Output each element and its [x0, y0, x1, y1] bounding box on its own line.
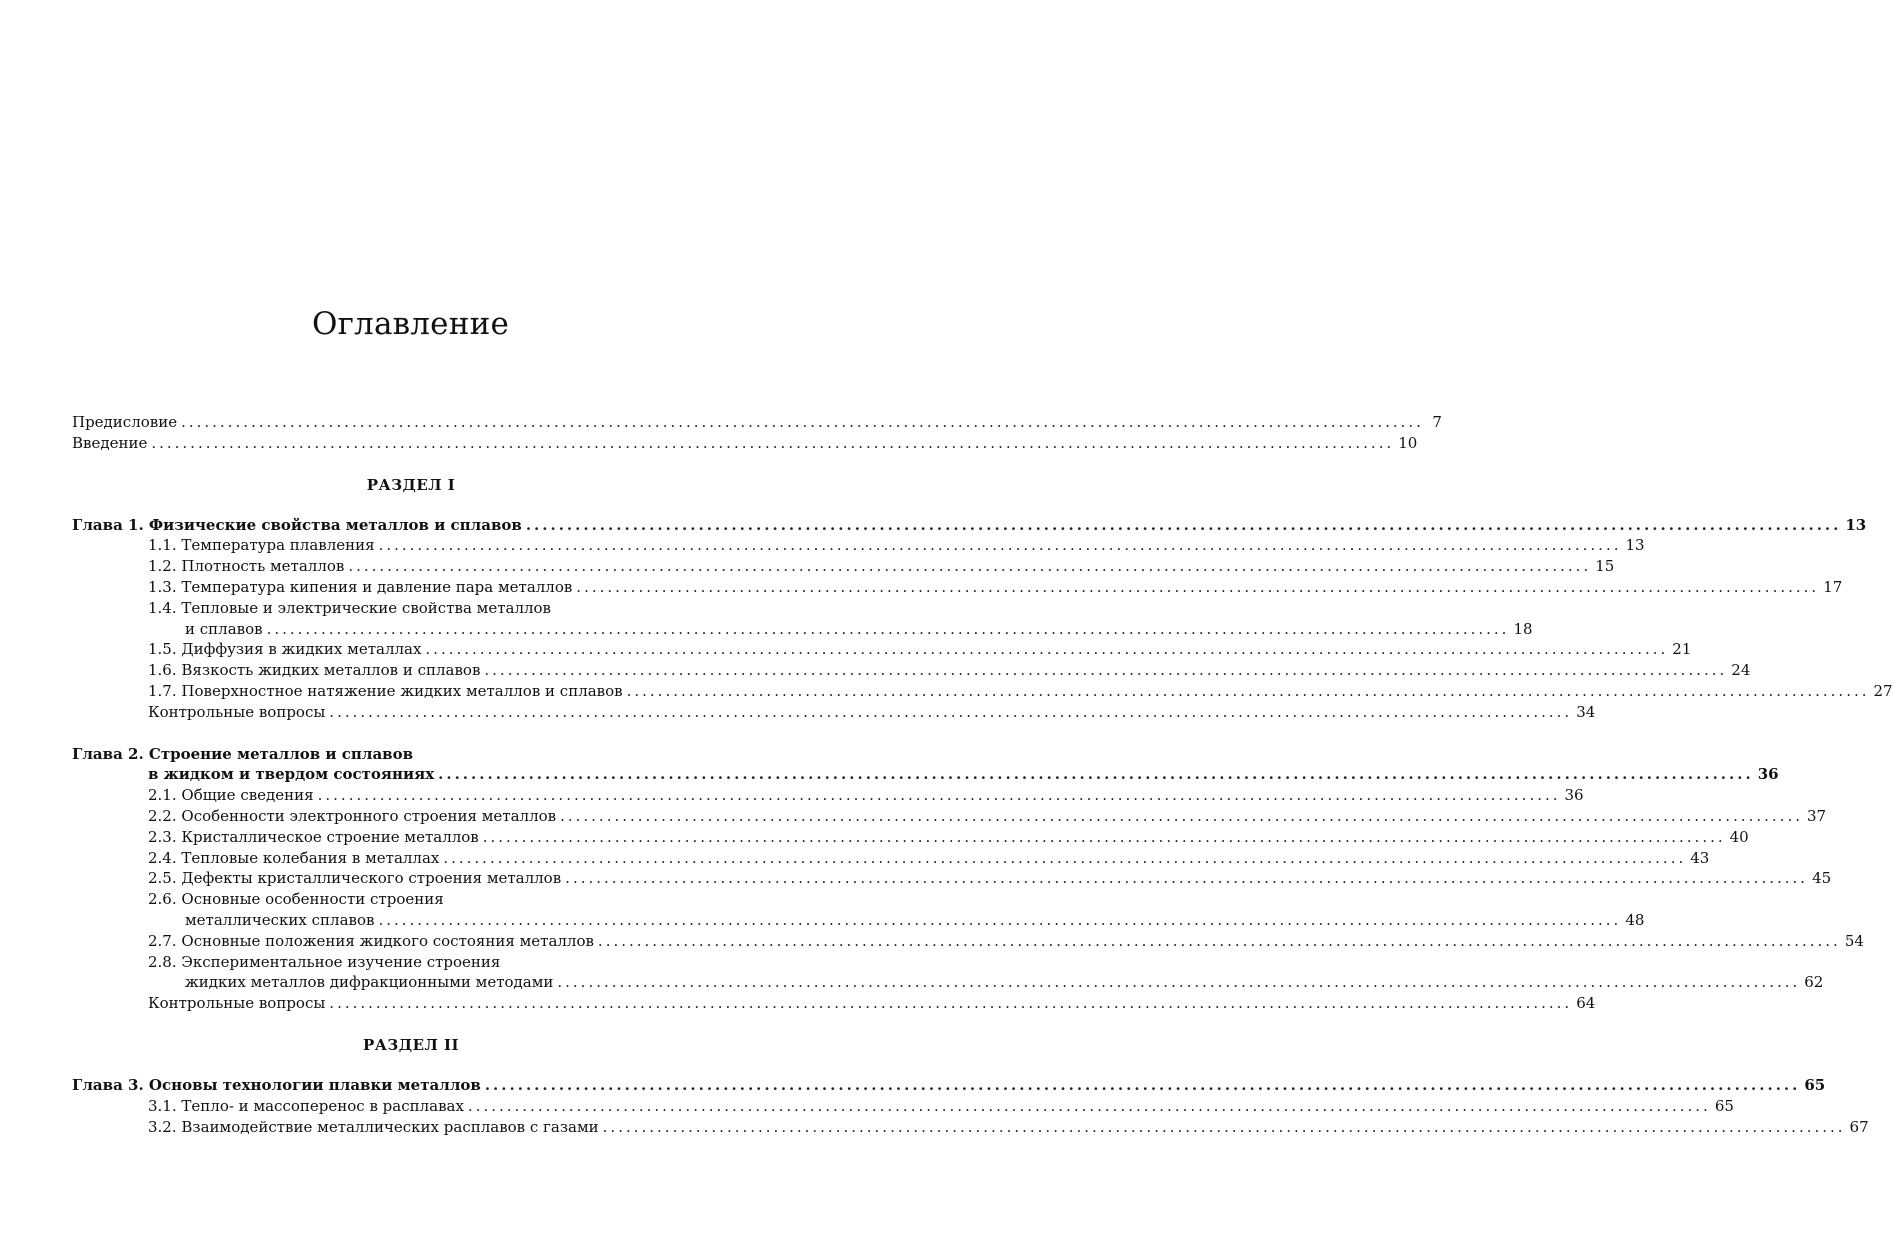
subentry-label: Температура плавления	[181, 536, 375, 555]
toc-page-number: 37	[1806, 806, 1827, 825]
dot-leader: ................................................................................................................................................................	[151, 433, 1395, 452]
toc-page-number: 15	[1595, 557, 1615, 576]
toc-page-number: 43	[1690, 848, 1710, 867]
subentry-label: Особенности электронного строения металлов	[181, 806, 557, 825]
dot-leader: ................................................................................................................................................................	[557, 973, 1801, 992]
dot-leader: ................................................................................................................................................................	[348, 557, 1592, 576]
dot-leader: ................................................................................................................................................................	[378, 910, 1622, 929]
dot-leader: ................................................................................................................................................................	[425, 640, 1669, 659]
subentry-number: 1.3.	[148, 577, 177, 596]
toc-subentry[interactable]	[72, 535, 1645, 556]
dot-leader: ................................................................................................................................................................	[378, 536, 1622, 555]
subentry-label: Общие сведения	[181, 786, 314, 805]
toc-subentry[interactable]	[72, 1117, 1869, 1138]
subentry-label: Основные положения жидкого состояния металлов	[181, 931, 594, 950]
dot-leader: ................................................................................................................................................................	[181, 413, 1424, 431]
page-title: Оглавление	[312, 306, 509, 342]
toc-entry-introduction[interactable]	[72, 433, 1418, 454]
subentry-label: Плотность металлов	[181, 557, 345, 576]
toc-subentry-line1[interactable]	[72, 952, 750, 973]
toc-review-questions[interactable]	[72, 702, 1596, 723]
toc-page-number: 62	[1804, 973, 1824, 992]
toc-page-number: 24	[1731, 661, 1751, 680]
toc-subentry[interactable]	[72, 681, 1893, 702]
table-of-contents	[72, 412, 1893, 1137]
subentry-number: 2.2.	[148, 806, 177, 825]
dot-leader: ................................................................................................................................................................	[266, 619, 1510, 638]
subentry-number: 1.2.	[148, 557, 177, 576]
toc-subentry[interactable]	[72, 660, 1751, 681]
subentry-number: 2.7.	[148, 931, 177, 950]
subentry-label: Основные особенности строения	[181, 890, 444, 909]
chapter-entry[interactable]	[72, 1075, 1826, 1096]
toc-subentry[interactable]	[72, 848, 1710, 869]
toc-page-number: 7	[1432, 413, 1442, 431]
toc-subentry[interactable]	[72, 827, 1749, 848]
chapter-title: Глава 2. Строение металлов и сплавов	[72, 744, 414, 763]
subentry-label: Контрольные вопросы	[148, 702, 326, 721]
toc-subentry[interactable]	[72, 1096, 1734, 1117]
toc-page-number: 10	[1398, 433, 1418, 452]
toc-page-number: 54	[1844, 931, 1864, 950]
toc-page-number: 40	[1729, 827, 1749, 846]
subentry-number: 1.5.	[148, 640, 177, 659]
subentry-label: Температура кипения и давление пара металлов	[181, 577, 573, 596]
subentry-label: и сплавов	[185, 619, 263, 638]
subentry-number: 1.6.	[148, 661, 177, 680]
chapter-entry-line2[interactable]	[72, 764, 1779, 785]
dot-leader: ................................................................................................................................................................	[482, 827, 1726, 846]
dot-leader: ................................................................................................................................................................	[484, 661, 1728, 680]
toc-page-number: 45	[1812, 869, 1832, 888]
toc-subentry[interactable]	[72, 639, 1692, 660]
dot-leader: ................................................................................................................................................................	[329, 702, 1573, 721]
toc-page-number: 65	[1714, 1096, 1734, 1115]
subentry-number: 2.3.	[148, 827, 177, 846]
dot-leader: ................................................................................................................................................................	[484, 1075, 1801, 1094]
toc-subentry[interactable]	[72, 577, 1843, 598]
toc-subentry[interactable]	[72, 785, 1584, 806]
toc-subentry-line2[interactable]	[72, 910, 1645, 931]
toc-subentry[interactable]	[72, 556, 1615, 577]
dot-leader: ................................................................................................................................................................	[438, 765, 1754, 784]
toc-subentry[interactable]	[72, 868, 1832, 889]
toc-subentry-line2[interactable]	[72, 972, 1824, 993]
toc-subentry-line2[interactable]	[72, 619, 1533, 640]
toc-subentry[interactable]	[72, 931, 1864, 952]
dot-leader: ................................................................................................................................................................	[565, 869, 1809, 888]
chapter-entry[interactable]	[72, 515, 1867, 536]
subentry-number: 2.5.	[148, 869, 177, 888]
subentry-label: Вязкость жидких металлов и сплавов	[181, 661, 481, 680]
subentry-label: Диффузия в жидких металлах	[181, 640, 422, 659]
subentry-number: 2.1.	[148, 786, 177, 805]
subentry-label: жидких металлов дифракционными методами	[185, 973, 554, 992]
section-heading: РАЗДЕЛ I	[366, 475, 456, 494]
toc-page-number: 13	[1845, 515, 1867, 534]
toc-page-number: 34	[1576, 702, 1596, 721]
toc-page-number: 64	[1576, 994, 1596, 1013]
toc-entry-preface[interactable]	[72, 412, 1442, 433]
subentry-number: 2.6.	[148, 890, 177, 909]
dot-leader: ................................................................................................................................................................	[467, 1096, 1711, 1115]
dot-leader: ................................................................................................................................................................	[443, 848, 1687, 867]
toc-page-number: 21	[1672, 640, 1692, 659]
toc-page-number: 27	[1873, 681, 1893, 700]
section-heading: РАЗДЕЛ II	[362, 1035, 460, 1054]
dot-leader: ................................................................................................................................................................	[560, 806, 1803, 825]
subentry-number: 2.4.	[148, 848, 177, 867]
chapter-title: Глава 1. Физические свойства металлов и сплавов	[72, 515, 522, 534]
dot-leader: ................................................................................................................................................................	[597, 931, 1841, 950]
subentry-label: Контрольные вопросы	[148, 994, 326, 1013]
chapter-title: в жидком и твердом состояниях	[148, 765, 435, 784]
subentry-label: Тепловые колебания в металлах	[181, 848, 440, 867]
subentry-label: Дефекты кристаллического строения металлов	[181, 869, 562, 888]
toc-entry-label: Предисловие	[72, 413, 178, 431]
toc-page-number: 67	[1849, 1117, 1869, 1136]
subentry-label: Поверхностное натяжение жидких металлов и сплавов	[181, 681, 623, 700]
toc-page-number: 48	[1625, 910, 1645, 929]
dot-leader: ................................................................................................................................................................	[329, 994, 1573, 1013]
chapter-title: Глава 3. Основы технологии плавки металлов	[72, 1075, 481, 1094]
toc-review-questions[interactable]	[72, 993, 1596, 1014]
toc-page-number: 17	[1823, 577, 1843, 596]
subentry-number: 2.8.	[148, 952, 177, 971]
toc-page-number: 18	[1513, 619, 1533, 638]
subentry-number: 1.1.	[148, 536, 177, 555]
subentry-label: Взаимодействие металлических расплавов с газами	[181, 1117, 599, 1136]
toc-subentry-line1[interactable]	[72, 598, 750, 619]
toc-entry-label: Введение	[72, 433, 148, 452]
subentry-label: Тепловые и электрические свойства металлов	[181, 598, 551, 617]
toc-page-number: 36	[1757, 765, 1779, 784]
toc-page-number: 36	[1564, 786, 1584, 805]
toc-subentry-line1[interactable]	[72, 889, 750, 910]
subentry-number: 1.4.	[148, 598, 177, 617]
toc-page-number: 65	[1804, 1075, 1826, 1094]
subentry-label: Экспериментальное изучение строения	[181, 952, 501, 971]
subentry-label: Тепло- и массоперенос в расплавах	[181, 1096, 464, 1115]
subentry-number: 1.7.	[148, 681, 177, 700]
subentry-label: металлических сплавов	[185, 910, 375, 929]
subentry-number: 3.1.	[148, 1096, 177, 1115]
subentry-number: 3.2.	[148, 1117, 177, 1136]
dot-leader: ................................................................................................................................................................	[525, 515, 1842, 534]
dot-leader: ................................................................................................................................................................	[626, 681, 1870, 700]
dot-leader: ................................................................................................................................................................	[317, 786, 1561, 805]
toc-page-number: 13	[1625, 536, 1645, 555]
chapter-entry-line1[interactable]	[72, 744, 750, 765]
dot-leader: ................................................................................................................................................................	[602, 1117, 1846, 1136]
subentry-label: Кристаллическое строение металлов	[181, 827, 479, 846]
toc-subentry[interactable]	[72, 806, 1827, 827]
dot-leader: ................................................................................................................................................................	[576, 577, 1820, 596]
